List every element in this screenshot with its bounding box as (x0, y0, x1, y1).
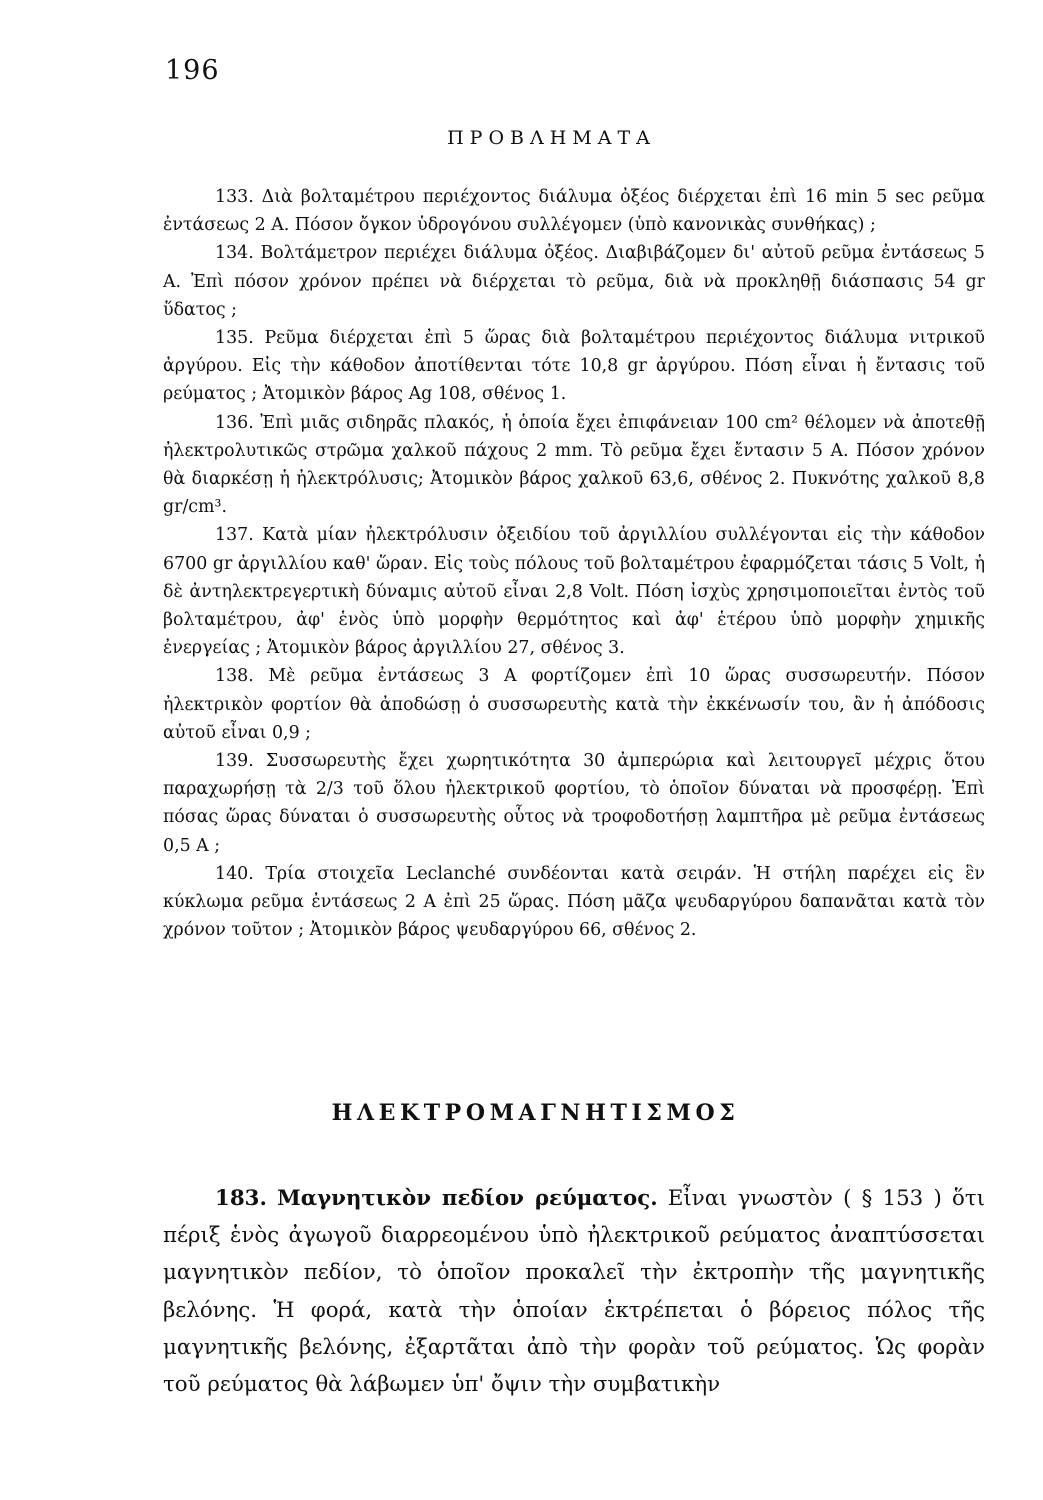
problem-137: 137. Κατὰ μίαν ἠλεκτρόλυσιν ὀξειδίου τοῦ ἀργιλλίου συλλέγονται εἰς τὴν κάθοδον 6700 gr ἀργιλλίου καθ' ὥραν. Εἰς τοὺς πόλους τοῦ βολταμέτρου ἐφαρμόζεται τάσις 5 Volt, ἡ δὲ ἀντηλεκτρεγερτικὴ δύναμις αὐτοῦ εἶναι 2,8 Volt. Πόση ἰσχὺς χρησιμοποιεῖται ἐντὸς τοῦ βολταμέτρου, ἀφ' ἑνὸς ὑπὸ μορφὴν θερμότητος καὶ ἀφ' ἑτέρου ὑπὸ μορφὴν χημικῆς ἐνεργείας ; Ἀτομικὸν βάρος ἀργιλλίου 27, σθένος 3. (163, 525, 985, 659)
article-183 (163, 1180, 985, 1403)
problem-135: 135. Ρεῦμα διέρχεται ἐπὶ 5 ὥρας διὰ βολταμέτρου περιέχοντος διάλυμα νιτρικοῦ ἀργύρου. Εἰς τὴν κάθοδον ἀποτίθενται τότε 10,8 gr ἀργύρου. Πόση εἶναι ἡ ἔντασις τοῦ ρεύματος ; Ἀτομικὸν βάρος Ag 108, σθένος 1. (163, 328, 985, 405)
chapter-title: ΗΛΕΚΤΡΟΜΑΓΝΗΤΙΣΜΟΣ (331, 1100, 740, 1126)
problem-139: 139. Συσσωρευτὴς ἔχει χωρητικότητα 30 ἀμπερώρια καὶ λειτουργεῖ μέχρις ὅτου παραχωρήσῃ τὰ 2/3 τοῦ ὅλου ἠλεκτρικοῦ φορτίου, τὸ ὁποῖον δύναται νὰ προσφέρῃ. Ἐπὶ πόσας ὥρας δύναται ὁ συσσωρευτὴς οὗτος νὰ τροφοδοτήσῃ λαμπτῆρα μὲ ρεῦμα ἐντάσεως 0,5 Α ; (163, 751, 985, 856)
article-body: Εἶναι γνωστὸν ( § 153 ) ὅτι πέριξ ἑνὸς ἀγωγοῦ διαρρεομένου ὑπὸ ἠλεκτρικοῦ ρεύματος ἀναπτύσσεται μαγνητικὸν πεδίον, τὸ ὁποῖον προκαλεῖ τὴν ἐκτροπὴν τῆς μαγνητικῆς βελόνης. Ἡ φορά, κατὰ τὴν ὁποίαν ἐκτρέπεται ὁ βόρειος πόλος τῆς μαγνητικῆς βελόνης, ἐξαρτᾶται ἀπὸ τὴν φορὰν τοῦ ρεύματος. Ὡς φορὰν τοῦ ρεύματος θὰ λάβωμεν ὑπ' ὄψιν τὴν συμβατικὴν (163, 1186, 985, 1398)
problem-136: 136. Ἐπὶ μιᾶς σιδηρᾶς πλακός, ἡ ὁποία ἔχει ἐπιφάνειαν 100 cm² θέλομεν νὰ ἀποτεθῇ ἠλεκτρολυτικῶς στρῶμα χαλκοῦ πάχους 2 mm. Τὸ ρεῦμα ἔχει ἔντασιν 5 Α. Πόσον χρόνον θὰ διαρκέσῃ ἡ ἠλεκτρόλυσις; Ἀτομικὸν βάρος χαλκοῦ 63,6, σθένος 2. Πυκνότης χαλκοῦ 8,8 gr/cm³. (163, 412, 985, 518)
article-heading: Μαγνητικὸν πεδίον ρεύματος. (277, 1186, 658, 1211)
problems-section-title: ΠΡΟΒΛΗΜΑΤΑ (447, 127, 656, 149)
problem-138: 138. Μὲ ρεῦμα ἐντάσεως 3 Α φορτίζομεν ἐπὶ 10 ὥρας συσσωρευτήν. Πόσον ἠλεκτρικὸν φορτίον θὰ ἀποδώσῃ ὁ συσσωρευτὴς κατὰ τὴν ἐκκένωσίν του, ἂν ἡ ἀπόδοσις αὐτοῦ εἶναι 0,9 ; (163, 666, 985, 743)
problem-140: 140. Τρία στοιχεῖα Leclanché συνδέονται κατὰ σειράν. Ἡ στήλη παρέχει εἰς ἓν κύκλωμα ρεῦμα ἐντάσεως 2 Α ἐπὶ 25 ὥρας. Πόση μᾶζα ψευδαργύρου δαπανᾶται κατὰ τὸν χρόνον τοῦτον ; Ἀτομικὸν βάρος ψευδαργύρου 66, σθένος 2. (163, 863, 985, 941)
page-number: 196 (165, 55, 220, 86)
article-number: 183. (215, 1186, 267, 1211)
problems-list (163, 183, 985, 944)
problem-134: 134. Βολτάμετρον περιέχει διάλυμα ὀξέος. Διαβιβάζομεν δι' αὐτοῦ ρεῦμα ἐντάσεως 5 Α. Ἐπὶ πόσον χρόνον πρέπει νὰ διέρχεται τὸ ρεῦμα, διὰ νὰ προκληθῇ διάσπασις 54 gr ὕδατος ; (163, 243, 985, 320)
problem-133: 133. Διὰ βολταμέτρου περιέχοντος διάλυμα ὀξέος διέρχεται ἐπὶ 16 min 5 sec ρεῦμα ἐντάσεως 2 Α. Πόσον ὄγκον ὑδρογόνου συλλέγομεν (ὑπὸ κανονικὰς συνθήκας) ; (163, 187, 985, 236)
